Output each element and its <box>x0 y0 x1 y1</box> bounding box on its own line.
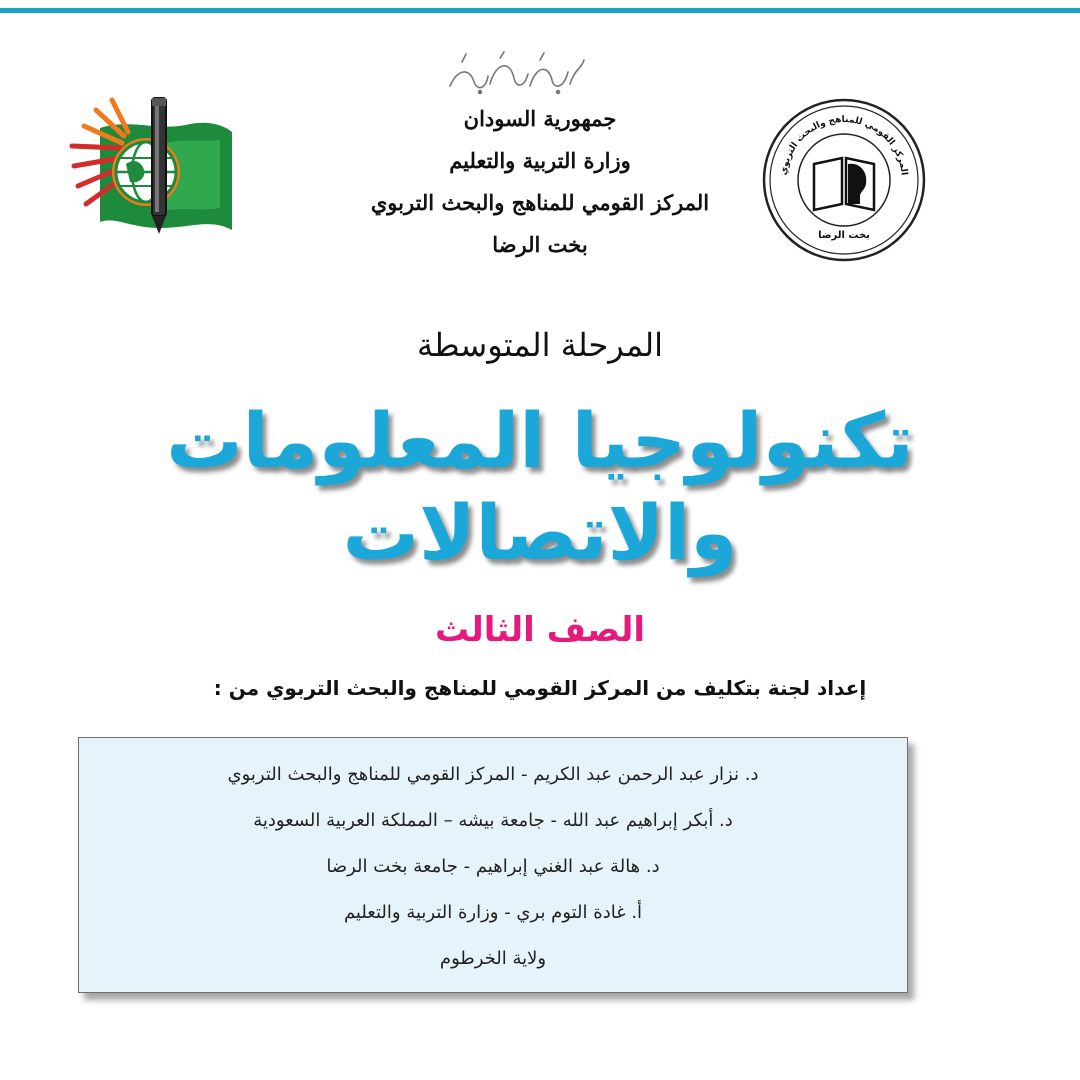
top-rule <box>0 8 1080 13</box>
ministry-header <box>280 98 800 266</box>
pen-globe-flag-emblem-icon <box>60 88 240 238</box>
book-title-line-1: تكنولوجيا المعلومات <box>166 396 914 485</box>
author-line: أ. غادة التوم بري - وزارة التربية والتعليم <box>343 902 643 923</box>
header-location: بخت الرضا <box>492 232 588 257</box>
authors-box <box>78 737 908 993</box>
author-line: د. هالة عبد الغني إبراهيم - جامعة بخت الرضا <box>326 856 660 877</box>
author-line: د. نزار عبد الرحمن عبد الكريم - المركز القومي للمناهج والبحث التربوي <box>227 764 759 785</box>
header-ministry: وزارة التربية والتعليم <box>449 148 631 173</box>
header-center: المركز القومي للمناهج والبحث التربوي <box>370 190 710 215</box>
author-line: د. أبكر إبراهيم عبد الله - جامعة بيشه – المملكة العربية السعودية <box>253 810 733 831</box>
basmala-calligraphy <box>440 48 590 98</box>
book-title-line-2: والاتصالات <box>342 488 738 577</box>
grade-level: الصف الثالث <box>434 610 646 650</box>
book-title <box>60 395 1020 579</box>
seal-bottom-text: بخت الرضا <box>818 230 870 241</box>
prepared-by-statement: إعداد لجنة بتكليف من المركز القومي للمناهج والبحث التربوي من : <box>213 676 867 700</box>
seal-ring-text: المركز القومي للمناهج والبحث التربوي <box>779 114 909 176</box>
school-stage: المرحلة المتوسطة <box>416 326 664 364</box>
curriculum-center-seal-icon <box>756 92 932 268</box>
author-line: ولاية الخرطوم <box>439 948 547 969</box>
header-country: جمهورية السودان <box>463 106 617 131</box>
